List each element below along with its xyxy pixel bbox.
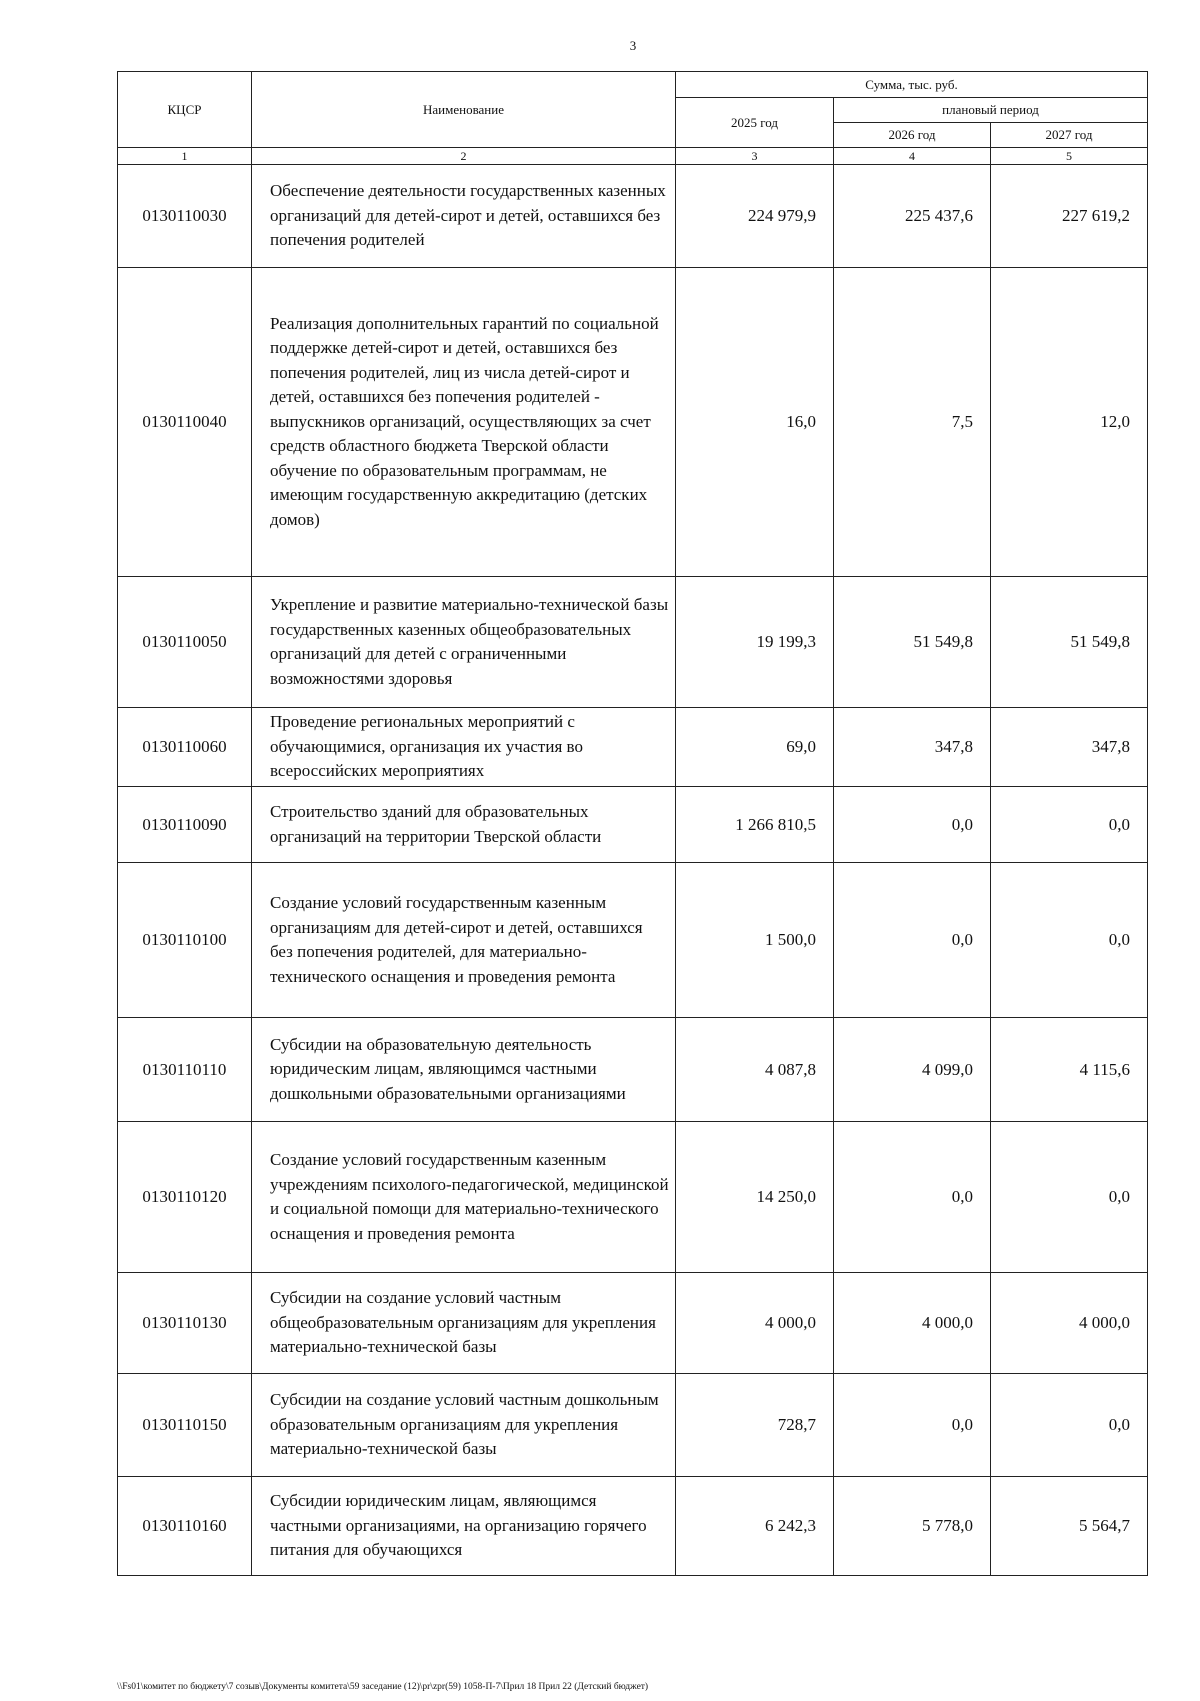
- table-row: [118, 863, 1148, 1018]
- row-name: Субсидии юридическим лицам, являющимся частными организациями, на организацию горячего питания для обучающихся: [252, 1477, 676, 1576]
- row-value-2026: 51 549,8: [834, 577, 991, 708]
- row-value-2027: 347,8: [991, 708, 1148, 787]
- row-name: Субсидии на образовательную деятельность юридическим лицам, являющимся частными дошкольными образовательными организациями: [252, 1018, 676, 1122]
- row-value-2026: 5 778,0: [834, 1477, 991, 1576]
- row-code: 0130110100: [118, 863, 252, 1018]
- row-code: 0130110130: [118, 1273, 252, 1374]
- table-row: [118, 787, 1148, 863]
- header-year-2025: 2025 год: [676, 98, 834, 148]
- budget-table-wrapper: [117, 71, 1147, 1576]
- row-value-2026: 0,0: [834, 787, 991, 863]
- column-number: 1: [118, 148, 252, 165]
- budget-table: [117, 71, 1148, 1576]
- header-name: Наименование: [252, 72, 676, 148]
- row-value-2026: 347,8: [834, 708, 991, 787]
- row-value-2027: 0,0: [991, 863, 1148, 1018]
- row-value-2026: 0,0: [834, 1374, 991, 1477]
- row-name: Создание условий государственным казенным организациям для детей-сирот и детей, оставшихся без попечения родителей, для материально-технического оснащения и проведения ремонта: [252, 863, 676, 1018]
- row-value-2026: 0,0: [834, 863, 991, 1018]
- table-row: [118, 1273, 1148, 1374]
- header-year-2027: 2027 год: [991, 123, 1148, 148]
- row-value-2026: 7,5: [834, 268, 991, 577]
- column-number: 2: [252, 148, 676, 165]
- row-value-2025: 69,0: [676, 708, 834, 787]
- header-code: КЦСР: [118, 72, 252, 148]
- row-value-2025: 19 199,3: [676, 577, 834, 708]
- table-row: [118, 1374, 1148, 1477]
- table-row: [118, 268, 1148, 577]
- row-value-2026: 4 099,0: [834, 1018, 991, 1122]
- footer-file-path: \\Fs01\комитет по бюджету\7 созыв\Документы комитета\59 заседание (12)\pr\zpr(59) 1058-П-7\Прил 18 Прил 22 (Детский бюджет): [117, 1682, 649, 1692]
- row-name: Реализация дополнительных гарантий по социальной поддержке детей-сирот и детей, оставшихся без попечения родителей, лиц из числа детей-сирот и детей, оставшихся без попечения родителей - выпускников организаций, осуществляющих за счет средств областного бюджета Тверской области обучение по образовательным программам, не имеющим государственную аккредитацию (детских домов): [252, 268, 676, 577]
- table-row: [118, 165, 1148, 268]
- table-row: [118, 577, 1148, 708]
- row-value-2027: 4 115,6: [991, 1018, 1148, 1122]
- row-value-2027: 0,0: [991, 1122, 1148, 1273]
- row-value-2025: 6 242,3: [676, 1477, 834, 1576]
- row-value-2026: 4 000,0: [834, 1273, 991, 1374]
- row-value-2027: 12,0: [991, 268, 1148, 577]
- table-row: [118, 1477, 1148, 1576]
- table-row: [118, 708, 1148, 787]
- row-code: 0130110120: [118, 1122, 252, 1273]
- page-number: 3: [629, 38, 637, 53]
- column-number-row: [118, 148, 1148, 165]
- column-number: 3: [676, 148, 834, 165]
- row-value-2027: 0,0: [991, 1374, 1148, 1477]
- row-code: 0130110160: [118, 1477, 252, 1576]
- row-value-2027: 227 619,2: [991, 165, 1148, 268]
- row-value-2026: 225 437,6: [834, 165, 991, 268]
- row-name: Создание условий государственным казенным учреждениям психолого-педагогической, медицинской и социальной помощи для материально-технического оснащения и проведения ремонта: [252, 1122, 676, 1273]
- row-value-2025: 728,7: [676, 1374, 834, 1477]
- table-row: [118, 1018, 1148, 1122]
- row-name: Обеспечение деятельности государственных казенных организаций для детей-сирот и детей, оставшихся без попечения родителей: [252, 165, 676, 268]
- header-sum: Сумма, тыс. руб.: [676, 72, 1148, 98]
- row-code: 0130110150: [118, 1374, 252, 1477]
- row-value-2027: 0,0: [991, 787, 1148, 863]
- row-value-2025: 4 087,8: [676, 1018, 834, 1122]
- row-value-2025: 224 979,9: [676, 165, 834, 268]
- row-name: Строительство зданий для образовательных организаций на территории Тверской области: [252, 787, 676, 863]
- row-code: 0130110110: [118, 1018, 252, 1122]
- header-plan-period: плановый период: [834, 98, 1148, 123]
- row-value-2025: 1 266 810,5: [676, 787, 834, 863]
- row-value-2025: 4 000,0: [676, 1273, 834, 1374]
- column-number: 5: [991, 148, 1148, 165]
- row-value-2027: 51 549,8: [991, 577, 1148, 708]
- row-code: 0130110040: [118, 268, 252, 577]
- row-name: Проведение региональных мероприятий с обучающимися, организация их участия во всероссийских мероприятиях: [252, 708, 676, 787]
- row-value-2027: 4 000,0: [991, 1273, 1148, 1374]
- row-code: 0130110050: [118, 577, 252, 708]
- row-value-2025: 14 250,0: [676, 1122, 834, 1273]
- row-value-2025: 16,0: [676, 268, 834, 577]
- table-body: [118, 148, 1148, 1576]
- row-code: 0130110060: [118, 708, 252, 787]
- row-value-2027: 5 564,7: [991, 1477, 1148, 1576]
- row-name: Субсидии на создание условий частным общеобразовательным организациям для укрепления материально-технической базы: [252, 1273, 676, 1374]
- row-code: 0130110030: [118, 165, 252, 268]
- row-name: Укрепление и развитие материально-технической базы государственных казенных общеобразовательных организаций для детей с ограниченными возможностями здоровья: [252, 577, 676, 708]
- row-value-2025: 1 500,0: [676, 863, 834, 1018]
- header-year-2026: 2026 год: [834, 123, 991, 148]
- column-number: 4: [834, 148, 991, 165]
- row-value-2026: 0,0: [834, 1122, 991, 1273]
- row-code: 0130110090: [118, 787, 252, 863]
- table-header: [118, 72, 1148, 148]
- table-row: [118, 1122, 1148, 1273]
- row-name: Субсидии на создание условий частным дошкольным образовательным организациям для укрепления материально-технической базы: [252, 1374, 676, 1477]
